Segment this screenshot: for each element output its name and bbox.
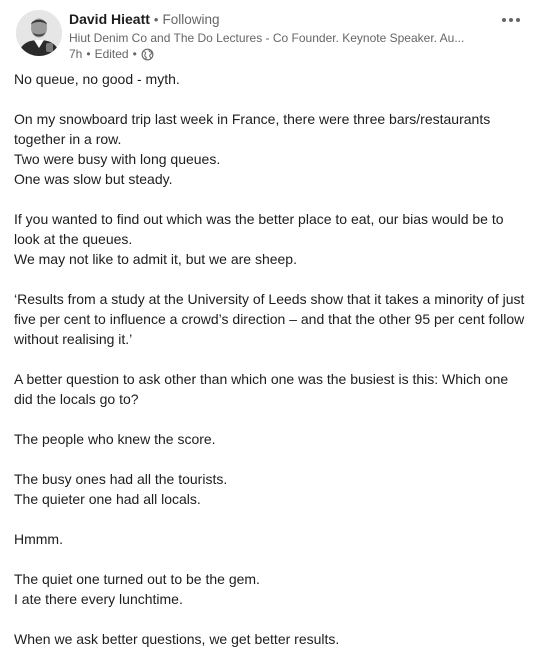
post-paragraph: [14, 429, 526, 449]
post-line: The people who knew the score.: [14, 431, 216, 447]
post-paragraph: [14, 289, 526, 349]
more-dot: [502, 18, 506, 22]
post-line: The quieter one had all locals.: [14, 491, 201, 507]
avatar-photo: [16, 10, 62, 56]
post-line: I ate there every lunchtime.: [14, 591, 183, 607]
globe-icon: [141, 48, 154, 61]
post-paragraph: [14, 69, 526, 89]
post-line: The busy ones had all the tourists.: [14, 471, 228, 487]
more-dot: [516, 18, 520, 22]
post-paragraph: [14, 369, 526, 409]
post-paragraph: [14, 469, 526, 509]
post-line: On my snowboard trip last week in France, there were three bars/restaurants together in a row.: [14, 111, 491, 147]
post-body: [14, 69, 526, 669]
post-time: 7h: [69, 47, 83, 61]
post-line: If you wanted to find out which was the better place to eat, our bias would be to look at the queues.: [14, 211, 504, 247]
post-paragraph: [14, 629, 526, 649]
post-line: A better question to ask other than which one was the busiest is this: Which one did the locals go to?: [14, 371, 509, 407]
more-dot: [509, 18, 513, 22]
more-options-icon[interactable]: [497, 10, 525, 30]
post-line: Hmmm.: [14, 531, 63, 547]
post-line: We may not like to admit it, but we are sheep.: [14, 251, 297, 267]
author-name-line: [69, 10, 485, 29]
post-line: When we ask better questions, we get better results.: [14, 631, 340, 647]
post-line: ‘Results from a study at the University of Leeds show that it takes a minority of just five per cent to influence a crowd’s direction – and that the other 95 per cent follow without realising it.’: [14, 291, 525, 347]
author-meta: [69, 10, 485, 62]
author-name[interactable]: David Hieatt: [69, 11, 150, 27]
follow-status[interactable]: Following: [162, 12, 220, 27]
separator-dot: •: [132, 47, 137, 61]
post-line: One was slow but steady.: [14, 171, 173, 187]
post-line: No queue, no good - myth.: [14, 71, 180, 87]
edited-label: Edited: [94, 47, 129, 61]
post-timestamp: [69, 46, 485, 62]
separator-dot: •: [153, 12, 159, 27]
post-paragraph: [14, 109, 526, 189]
author-avatar[interactable]: [16, 10, 62, 56]
post-header: [14, 8, 525, 63]
separator-dot: •: [86, 47, 91, 61]
post-paragraph: [14, 209, 526, 269]
post-line: The quiet one turned out to be the gem.: [14, 571, 260, 587]
post-paragraph: [14, 569, 526, 609]
author-headline: Hiut Denim Co and The Do Lectures - Co Founder. Keynote Speaker. Au...: [69, 31, 465, 45]
post-paragraph: [14, 529, 526, 549]
post-line: Two were busy with long queues.: [14, 151, 221, 167]
